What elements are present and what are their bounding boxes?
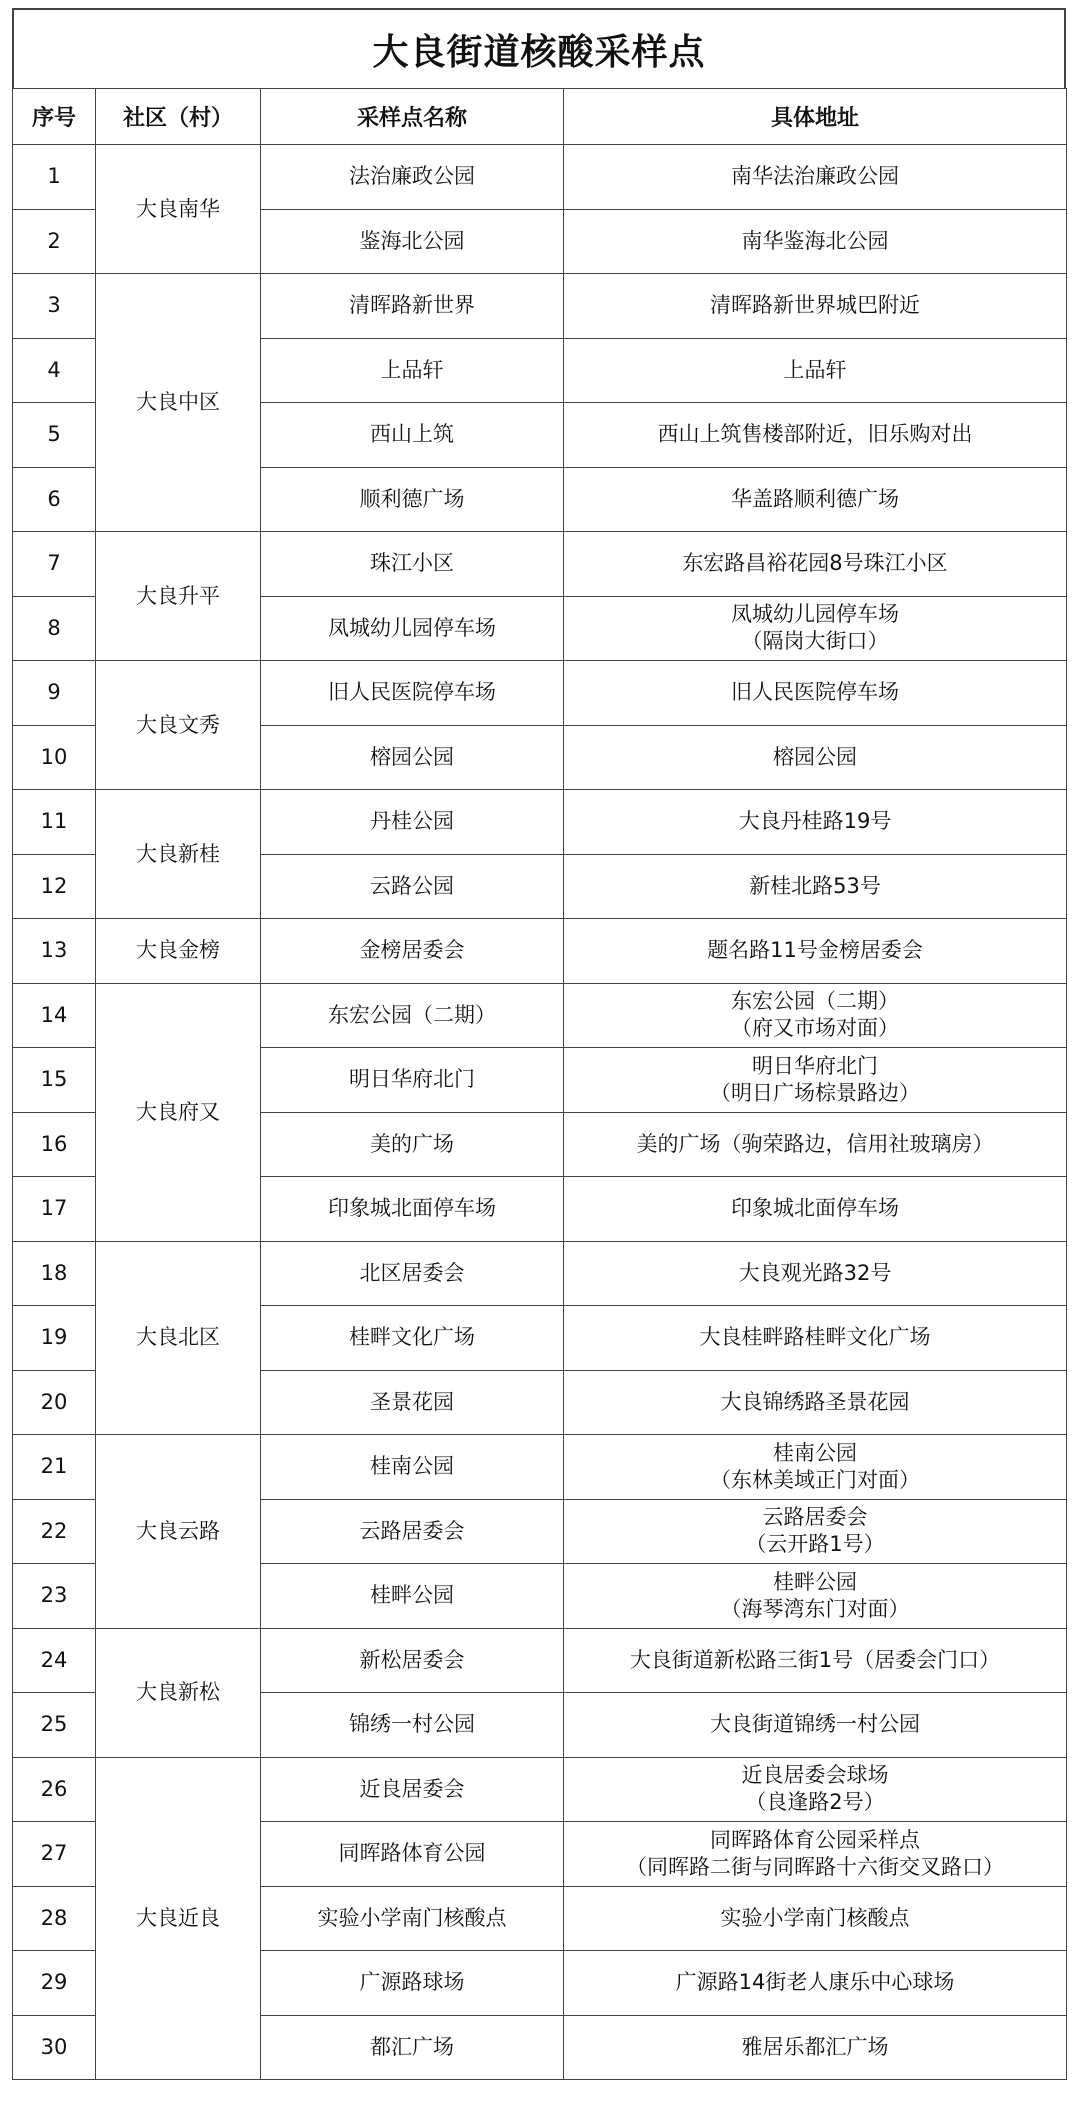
address-line: 印象城北面停车场 — [731, 1196, 899, 1221]
site-name-cell: 广源路球场 — [261, 1951, 564, 2016]
address-cell — [564, 1886, 1067, 1951]
row-number: 5 — [13, 403, 96, 468]
page-title: 大良街道核酸采样点 — [372, 31, 706, 73]
row-number: 4 — [13, 338, 96, 403]
row-number: 8 — [13, 596, 96, 661]
address-cell — [564, 661, 1067, 726]
address-line: 实验小学南门核酸点 — [720, 1905, 910, 1930]
table-row — [13, 790, 1067, 855]
row-number: 24 — [13, 1628, 96, 1693]
address-line: 上品轩 — [783, 357, 847, 382]
site-name-cell: 印象城北面停车场 — [261, 1177, 564, 1242]
community-cell: 大良金榜 — [96, 919, 261, 984]
address-cell — [564, 145, 1067, 210]
sampling-sites-table — [12, 88, 1067, 2080]
address-note: （东林美域正门对面） — [710, 1467, 920, 1492]
table-row — [13, 532, 1067, 597]
row-number: 2 — [13, 209, 96, 274]
address-cell — [564, 919, 1067, 984]
address-line: 南华鉴海北公园 — [741, 228, 889, 253]
address-note: （明日广场棕景路边） — [710, 1080, 920, 1105]
row-number: 10 — [13, 725, 96, 790]
row-number: 27 — [13, 1822, 96, 1887]
address-line: 大良桂畔路桂畔文化广场 — [699, 1325, 931, 1350]
community-cell: 大良府又 — [96, 983, 261, 1241]
address-line: 美的广场（驹荣路边，信用社玻璃房） — [636, 1131, 994, 1156]
site-name-cell: 桂南公园 — [261, 1435, 564, 1500]
site-name-cell: 法治廉政公园 — [261, 145, 564, 210]
address-cell — [564, 1048, 1067, 1113]
community-cell: 大良北区 — [96, 1241, 261, 1435]
address-cell — [564, 1564, 1067, 1629]
address-note: （良逢路2号） — [745, 1790, 885, 1815]
address-line: 大良丹桂路19号 — [738, 809, 892, 834]
site-name-cell: 顺利德广场 — [261, 467, 564, 532]
address-line: 桂畔公园 — [773, 1569, 857, 1594]
header-no: 序号 — [13, 89, 96, 145]
address-line: 桂南公园 — [773, 1440, 857, 1465]
row-number: 7 — [13, 532, 96, 597]
community-cell: 大良中区 — [96, 274, 261, 532]
row-number: 20 — [13, 1370, 96, 1435]
address-line: 雅居乐都汇广场 — [741, 2034, 889, 2059]
address-cell — [564, 1370, 1067, 1435]
row-number: 26 — [13, 1757, 96, 1822]
row-number: 14 — [13, 983, 96, 1048]
table-row — [13, 661, 1067, 726]
table-row — [13, 1628, 1067, 1693]
site-name-cell: 桂畔公园 — [261, 1564, 564, 1629]
address-line: 明日华府北门 — [752, 1053, 878, 1078]
row-number: 6 — [13, 467, 96, 532]
site-name-cell: 鉴海北公园 — [261, 209, 564, 274]
address-cell — [564, 1177, 1067, 1242]
address-line: 同晖路体育公园采样点 — [710, 1827, 920, 1852]
address-cell — [564, 338, 1067, 403]
row-number: 17 — [13, 1177, 96, 1242]
site-name-cell: 珠江小区 — [261, 532, 564, 597]
community-cell: 大良文秀 — [96, 661, 261, 790]
address-line: 大良观光路32号 — [738, 1260, 892, 1285]
site-name-cell: 旧人民医院停车场 — [261, 661, 564, 726]
address-line: 东宏公园（二期） — [731, 989, 899, 1014]
address-line: 南华法治廉政公园 — [731, 164, 899, 189]
site-name-cell: 丹桂公园 — [261, 790, 564, 855]
site-name-cell: 近良居委会 — [261, 1757, 564, 1822]
row-number: 23 — [13, 1564, 96, 1629]
community-cell: 大良升平 — [96, 532, 261, 661]
site-name-cell: 上品轩 — [261, 338, 564, 403]
address-line: 旧人民医院停车场 — [731, 680, 899, 705]
row-number: 22 — [13, 1499, 96, 1564]
community-cell: 大良近良 — [96, 1757, 261, 2080]
site-name-cell: 北区居委会 — [261, 1241, 564, 1306]
row-number: 15 — [13, 1048, 96, 1113]
sheet — [12, 8, 1066, 2080]
site-name-cell: 实验小学南门核酸点 — [261, 1886, 564, 1951]
address-cell — [564, 725, 1067, 790]
address-line: 大良街道锦绣一村公园 — [710, 1712, 920, 1737]
row-number: 16 — [13, 1112, 96, 1177]
table-row — [13, 919, 1067, 984]
address-note: （云开路1号） — [745, 1532, 885, 1557]
table-row — [13, 1757, 1067, 1822]
table-row — [13, 1241, 1067, 1306]
site-name-cell: 同晖路体育公园 — [261, 1822, 564, 1887]
community-cell: 大良新桂 — [96, 790, 261, 919]
table-row — [13, 983, 1067, 1048]
address-line: 云路居委会 — [762, 1505, 868, 1530]
header-address: 具体地址 — [564, 89, 1067, 145]
community-cell: 大良南华 — [96, 145, 261, 274]
address-line: 清晖路新世界城巴附近 — [710, 293, 920, 318]
address-cell — [564, 790, 1067, 855]
site-name-cell: 凤城幼儿园停车场 — [261, 596, 564, 661]
address-cell — [564, 983, 1067, 1048]
address-cell — [564, 854, 1067, 919]
table-row — [13, 274, 1067, 339]
address-cell — [564, 1241, 1067, 1306]
title-bar — [12, 8, 1066, 88]
address-cell — [564, 1499, 1067, 1564]
row-number: 3 — [13, 274, 96, 339]
header-row — [13, 89, 1067, 145]
address-line: 题名路11号金榜居委会 — [707, 938, 923, 963]
address-cell — [564, 209, 1067, 274]
header-community: 社区（村） — [96, 89, 261, 145]
address-line: 华盖路顺利德广场 — [731, 486, 899, 511]
row-number: 19 — [13, 1306, 96, 1371]
site-name-cell: 明日华府北门 — [261, 1048, 564, 1113]
site-name-cell: 都汇广场 — [261, 2015, 564, 2080]
site-name-cell: 桂畔文化广场 — [261, 1306, 564, 1371]
row-number: 28 — [13, 1886, 96, 1951]
address-cell — [564, 274, 1067, 339]
header-site: 采样点名称 — [261, 89, 564, 145]
address-line: 大良街道新松路三街1号（居委会门口） — [629, 1647, 1001, 1672]
address-cell — [564, 532, 1067, 597]
address-cell — [564, 596, 1067, 661]
site-name-cell: 云路公园 — [261, 854, 564, 919]
site-name-cell: 西山上筑 — [261, 403, 564, 468]
site-name-cell: 圣景花园 — [261, 1370, 564, 1435]
community-cell: 大良新松 — [96, 1628, 261, 1757]
address-line: 东宏路昌裕花园8号珠江小区 — [682, 551, 948, 576]
site-name-cell: 榕园公园 — [261, 725, 564, 790]
address-line: 新桂北路53号 — [749, 873, 881, 898]
address-cell — [564, 467, 1067, 532]
address-line: 近良居委会球场 — [741, 1763, 889, 1788]
table-row — [13, 1435, 1067, 1500]
row-number: 18 — [13, 1241, 96, 1306]
address-cell — [564, 1112, 1067, 1177]
address-line: 榕园公园 — [773, 744, 857, 769]
address-note: （同晖路二街与同晖路十六街交叉路口） — [626, 1854, 1004, 1879]
row-number: 29 — [13, 1951, 96, 2016]
address-cell — [564, 1628, 1067, 1693]
site-name-cell: 清晖路新世界 — [261, 274, 564, 339]
row-number: 21 — [13, 1435, 96, 1500]
site-name-cell: 锦绣一村公园 — [261, 1693, 564, 1758]
site-name-cell: 新松居委会 — [261, 1628, 564, 1693]
address-cell — [564, 1693, 1067, 1758]
address-cell — [564, 1435, 1067, 1500]
site-name-cell: 美的广场 — [261, 1112, 564, 1177]
address-note: （府又市场对面） — [731, 1016, 899, 1041]
row-number: 1 — [13, 145, 96, 210]
row-number: 12 — [13, 854, 96, 919]
site-name-cell: 东宏公园（二期） — [261, 983, 564, 1048]
site-name-cell: 云路居委会 — [261, 1499, 564, 1564]
address-note: （海琴湾东门对面） — [720, 1596, 910, 1621]
address-cell — [564, 1822, 1067, 1887]
address-cell — [564, 2015, 1067, 2080]
address-cell — [564, 1757, 1067, 1822]
table-body — [13, 145, 1067, 2080]
row-number: 13 — [13, 919, 96, 984]
address-line: 广源路14街老人康乐中心球场 — [675, 1970, 955, 1995]
row-number: 25 — [13, 1693, 96, 1758]
row-number: 11 — [13, 790, 96, 855]
address-line: 凤城幼儿园停车场 — [731, 602, 899, 627]
address-cell — [564, 403, 1067, 468]
community-cell: 大良云路 — [96, 1435, 261, 1629]
table-row — [13, 145, 1067, 210]
row-number: 9 — [13, 661, 96, 726]
address-note: （隔岗大街口） — [741, 629, 889, 654]
address-cell — [564, 1951, 1067, 2016]
address-cell — [564, 1306, 1067, 1371]
address-line: 大良锦绣路圣景花园 — [720, 1389, 910, 1414]
row-number: 30 — [13, 2015, 96, 2080]
site-name-cell: 金榜居委会 — [261, 919, 564, 984]
address-line: 西山上筑售楼部附近，旧乐购对出 — [657, 422, 973, 447]
